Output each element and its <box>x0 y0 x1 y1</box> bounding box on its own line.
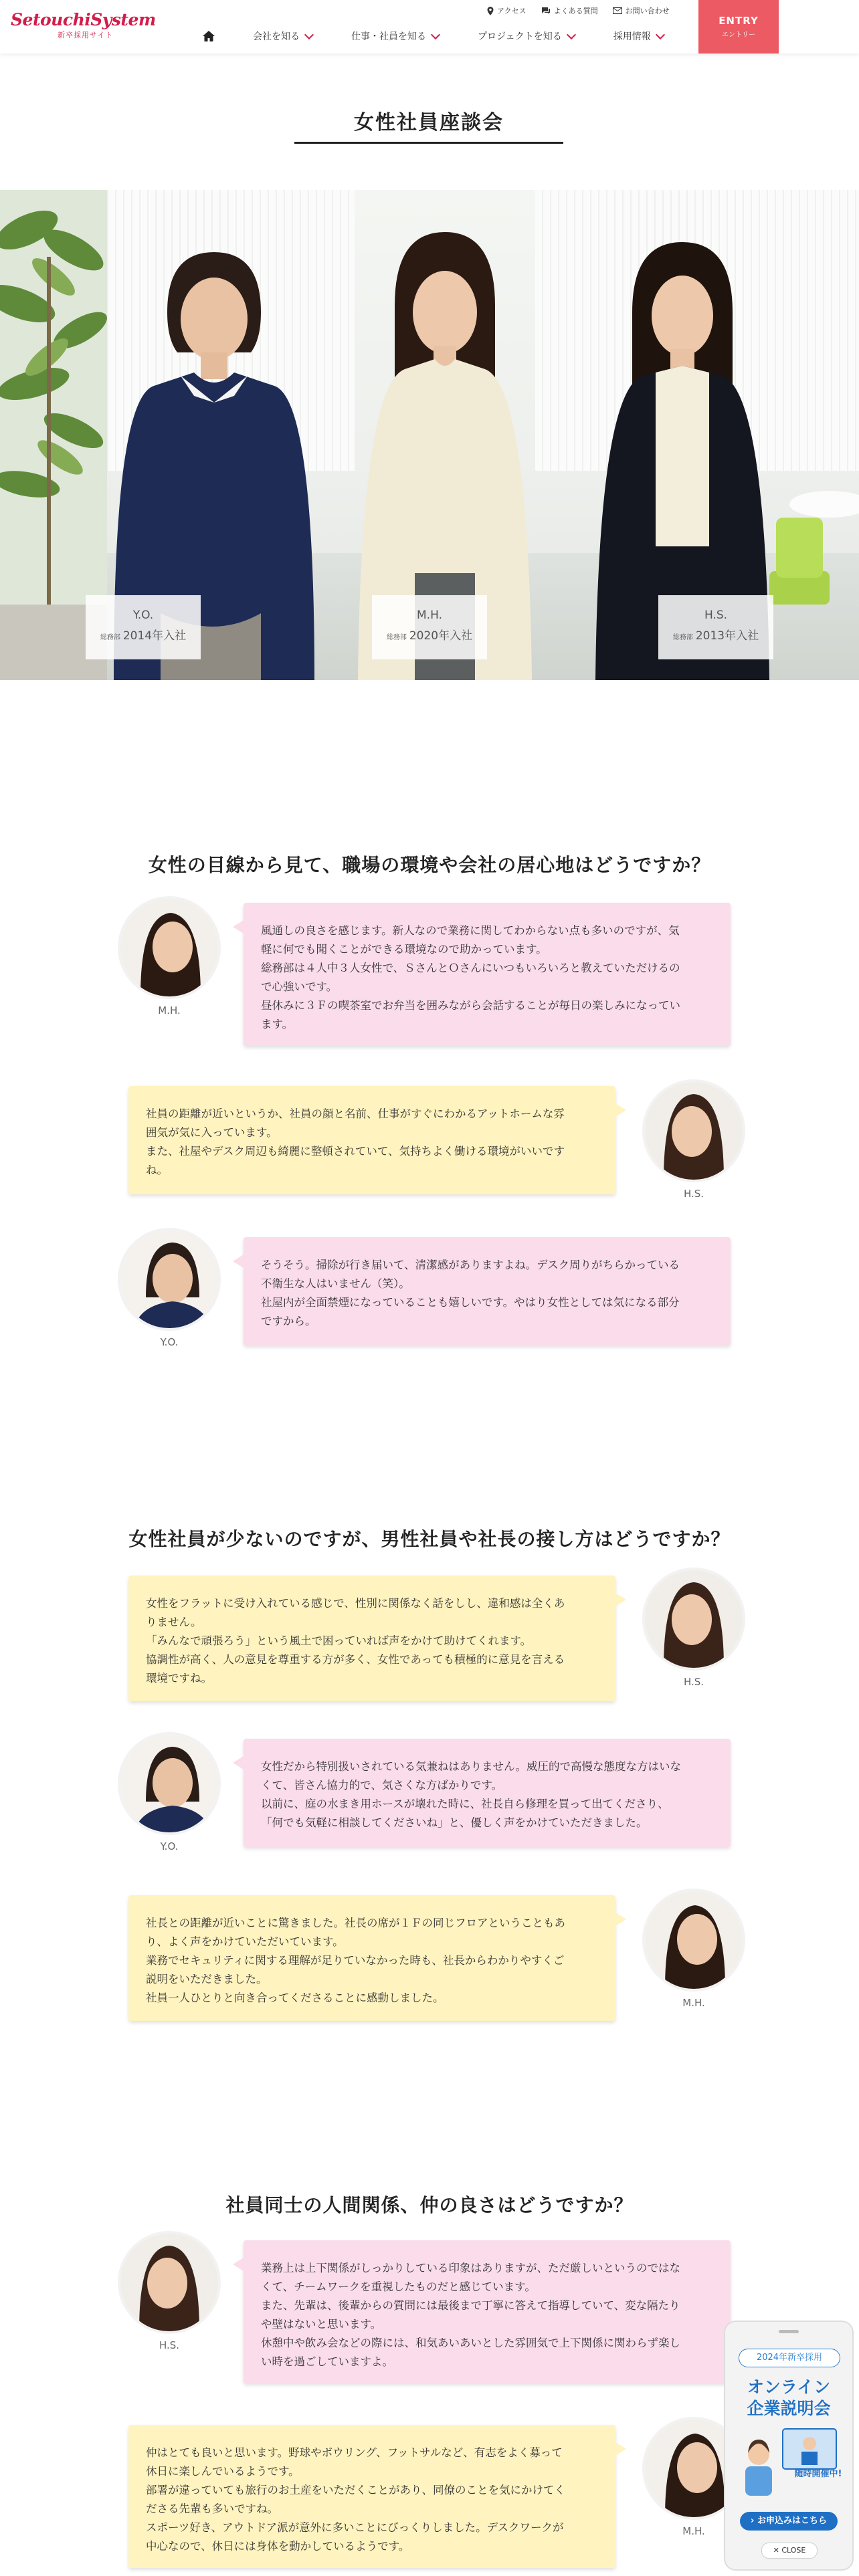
avatar-name: H.S. <box>159 2339 180 2351</box>
map-pin-icon <box>487 7 494 15</box>
avatar-name: M.H. <box>158 1004 181 1016</box>
nav-item-work[interactable] <box>351 29 439 43</box>
banner-headline-1: オンライン <box>747 2377 831 2397</box>
answer-line: 囲気が気に入っています。 <box>146 1126 278 1139</box>
mail-icon <box>613 7 622 14</box>
answer-line: い時を過ごしていますよ。 <box>261 2355 393 2368</box>
banner-year: 2024年新卒採用 <box>739 2349 840 2367</box>
nav-label: 会社を知る <box>253 31 300 42</box>
answer-line: 風通しの良さを感じます。新人なので業務に関してわからない点も多いのですが、気 <box>261 924 680 937</box>
util-link-access[interactable] <box>487 5 527 16</box>
answer-line: ださる先輩も多いですね。 <box>146 2502 278 2515</box>
answer-line: で心強いです。 <box>261 980 338 993</box>
banner-headline-2: 企業説明会 <box>747 2399 831 2418</box>
avatar-hs <box>645 1082 743 1180</box>
answer-line: 女性だから特別扱いされている気兼ねはありません。威圧的で高慢な態度な方はいな <box>261 1760 681 1773</box>
answer-line: ます。 <box>261 1018 294 1031</box>
question-title: 社員同士の人間関係、仲の良さはどうですか？ <box>225 2194 634 2216</box>
answer-line: 協調性が高く、人の意見を尊重する方が多く、女性であっても積極的に意見を言える <box>146 1653 565 1666</box>
avatar-mh <box>645 1891 743 1989</box>
chevron-down-icon <box>304 30 314 39</box>
answer-line: スポーツ好き、アウトドア派が意外に多いことにびっくりしました。デスクワークが <box>146 2521 564 2534</box>
member-tag-mh <box>372 595 487 659</box>
answer-bubble <box>244 1739 731 1847</box>
answer-bubble <box>128 1086 615 1194</box>
util-link-faq[interactable] <box>541 5 598 16</box>
answer-line: 中心なので、休日には身体を動かしているようです。 <box>146 2540 410 2553</box>
answer-line: りません。 <box>146 1616 202 1628</box>
member-year: 2014年入社 <box>122 629 187 643</box>
answer-line: 部署が違っていても旅行のお土産をいただくことがあり、同僚のことを気にかけてく <box>146 2484 565 2496</box>
avatar-hs <box>120 2234 218 2331</box>
nav-label: 仕事・社員を知る <box>351 31 426 42</box>
entry-sublabel: エントリー <box>722 31 755 39</box>
question-title: 女性社員が少ないのですが、男性社員や社長の接し方はどうですか？ <box>128 1528 731 1550</box>
member-year: 2013年入社 <box>695 629 759 643</box>
member-initials: M.H. <box>417 609 442 622</box>
question-title: 女性の目線から見て、職場の環境や会社の居心地はどうですか？ <box>148 854 711 876</box>
nav-label: 採用情報 <box>613 31 651 42</box>
member-year-line <box>372 626 487 643</box>
answer-line: 「みんなで頑張ろう」という風土で困っていれば声をかけて助けてくれます。 <box>146 1634 532 1647</box>
apply-label: お申込みはこちら <box>757 2516 827 2526</box>
avatar-name: Y.O. <box>160 1840 179 1852</box>
avatar-yo <box>120 1735 218 1832</box>
answer-line: 休日に楽しんでいるようです。 <box>146 2465 300 2478</box>
answer-line: また、社屋やデスク周辺も綺麗に整頓されていて、気持ちよく働ける環境がいいです <box>146 1145 565 1158</box>
answer-line: 社員一人ひとりと向き合ってくださることに感動しました。 <box>146 1992 444 2004</box>
member-year-line <box>86 626 201 643</box>
member-dept: 総務部 <box>386 634 407 641</box>
member-initials: H.S. <box>704 609 728 622</box>
avatar-name: H.S. <box>683 1676 704 1688</box>
home-icon[interactable] <box>201 28 217 44</box>
online-briefing-banner[interactable] <box>724 2321 854 2571</box>
entry-label: ENTRY <box>719 15 759 27</box>
util-link-label: アクセス <box>497 7 527 15</box>
member-tag-yo <box>86 595 201 659</box>
answer-bubble <box>128 1576 615 1701</box>
answer-line: 女性をフラットに受け入れている感じで、性別に関係なく話をしし、違和感は全くあ <box>146 1597 565 1610</box>
member-initials: Y.O. <box>132 609 154 622</box>
avatar-name: M.H. <box>682 1997 705 2009</box>
chat-bubble-icon <box>541 7 551 15</box>
answer-line: 総務部は４人中３人女性で、ＳさんとＯさんにいつもいろいろと教えていただけるの <box>261 962 680 974</box>
close-label: CLOSE <box>781 2546 806 2555</box>
avatar-mh <box>120 899 218 996</box>
main-nav <box>201 28 702 44</box>
banner-status: 随時開催中! <box>794 2469 842 2479</box>
avatar-hs <box>645 1570 743 1668</box>
answer-line: 業務でセキュリティに関する理解が足りていなかった時も、社長からわかりやすくご <box>146 1954 565 1967</box>
answer-bubble <box>244 2240 731 2383</box>
answer-line: 休憩中や飲み会などの際には、和気あいあいとした雰囲気で上下関係に関わらず楽し <box>261 2337 680 2349</box>
nav-label: プロジェクトを知る <box>478 31 562 42</box>
logo-subtitle: 新卒採用サイト <box>58 31 114 39</box>
close-icon: ✕ <box>773 2546 782 2555</box>
chevron-down-icon <box>567 30 576 39</box>
chevron-down-icon <box>431 30 440 39</box>
answer-line: 以前に、庭の水まき用ホースが壊れた時に、社長自ら修理を買って出てくださり、 <box>261 1798 669 1810</box>
nav-item-recruit[interactable] <box>613 29 664 43</box>
member-year: 2020年入社 <box>409 629 473 643</box>
member-dept: 総務部 <box>672 634 693 641</box>
answer-line: くて、チームワークを重視したものだと感じています。 <box>261 2280 536 2293</box>
answer-line: や壁はないと思います。 <box>261 2318 382 2331</box>
nav-item-project[interactable] <box>478 29 575 43</box>
answer-line: 軽に何でも聞くことができる環境なので助かっています。 <box>261 943 547 956</box>
logo-text: SetouchiSystem <box>11 10 156 29</box>
answer-line: 説明をいただきました。 <box>146 1973 268 1985</box>
site-header <box>0 0 859 53</box>
answer-line: 不衛生な人はいません（笑）。 <box>261 1277 410 1290</box>
answer-bubble <box>244 1237 731 1346</box>
member-dept: 総務部 <box>100 634 120 641</box>
answer-line: ですから。 <box>261 1315 316 1327</box>
util-link-label: よくある質問 <box>553 7 598 15</box>
answer-line: そうそう。掃除が行き届いて、清潔感がありますよね。デスク周りがちらかっている <box>261 1259 680 1271</box>
phone-speaker <box>779 2330 799 2333</box>
avatar-name: M.H. <box>682 2525 705 2537</box>
util-link-label: お問い合わせ <box>625 7 670 15</box>
nav-item-company[interactable] <box>253 29 312 43</box>
answer-line: 社長との距離が近いことに驚きました。社長の席が１Ｆの同じフロアということもあ <box>146 1917 565 1929</box>
answer-line: 社員の距離が近いというか、社員の顔と名前、仕事がすぐにわかるアットホームな雰 <box>146 1107 565 1120</box>
answer-bubble <box>244 903 731 1046</box>
chevron-down-icon <box>656 30 665 39</box>
answer-line: また、先輩は、後輩からの質問には最後まで丁寧に答えて指導していて、変な隔たり <box>261 2299 680 2312</box>
avatar-yo <box>120 1230 218 1328</box>
util-link-contact[interactable] <box>613 5 670 16</box>
utility-links <box>487 5 670 16</box>
hero-photo <box>0 190 859 680</box>
close-banner-button[interactable] <box>761 2543 818 2559</box>
avatar-name: H.S. <box>683 1188 704 1200</box>
page-title: 女性社員座談会 <box>294 106 563 144</box>
answer-bubble <box>128 2425 615 2568</box>
arrow-right-icon: › <box>751 2516 757 2526</box>
answer-line: 昼休みに３Ｆの喫茶室でお弁当を囲みながら会話することが毎日の楽しみになってい <box>261 999 680 1012</box>
answer-line: 仲はとても良いと思います。野球やボウリング、フットサルなど、有志をよく募って <box>146 2446 563 2459</box>
member-year-line <box>658 626 773 643</box>
video-call-illustration <box>736 2422 843 2502</box>
site-logo[interactable] <box>11 11 156 40</box>
apply-button[interactable] <box>740 2512 838 2531</box>
answer-bubble <box>128 1895 615 2021</box>
entry-button[interactable] <box>698 0 779 53</box>
answer-line: くて、皆さん協力的で、気さくな方ばかりです。 <box>261 1779 503 1792</box>
answer-line: ね。 <box>146 1164 168 1176</box>
answer-line: 社屋内が全面禁煙になっていることも嬉しいです。やはり女性としては気になる部分 <box>261 1296 680 1309</box>
avatar-name: Y.O. <box>160 1336 179 1348</box>
member-tag-hs <box>658 595 773 659</box>
answer-line: 業務上は上下関係がしっかりしている印象はありますが、ただ厳しいというのではな <box>261 2262 680 2274</box>
answer-line: り、よく声をかけていただいています。 <box>146 1935 344 1948</box>
answer-line: 環境ですね。 <box>146 1672 212 1685</box>
answer-line: 「何でも気軽に相談してくださいね」と、優しく声をかけていただきました。 <box>261 1816 648 1829</box>
